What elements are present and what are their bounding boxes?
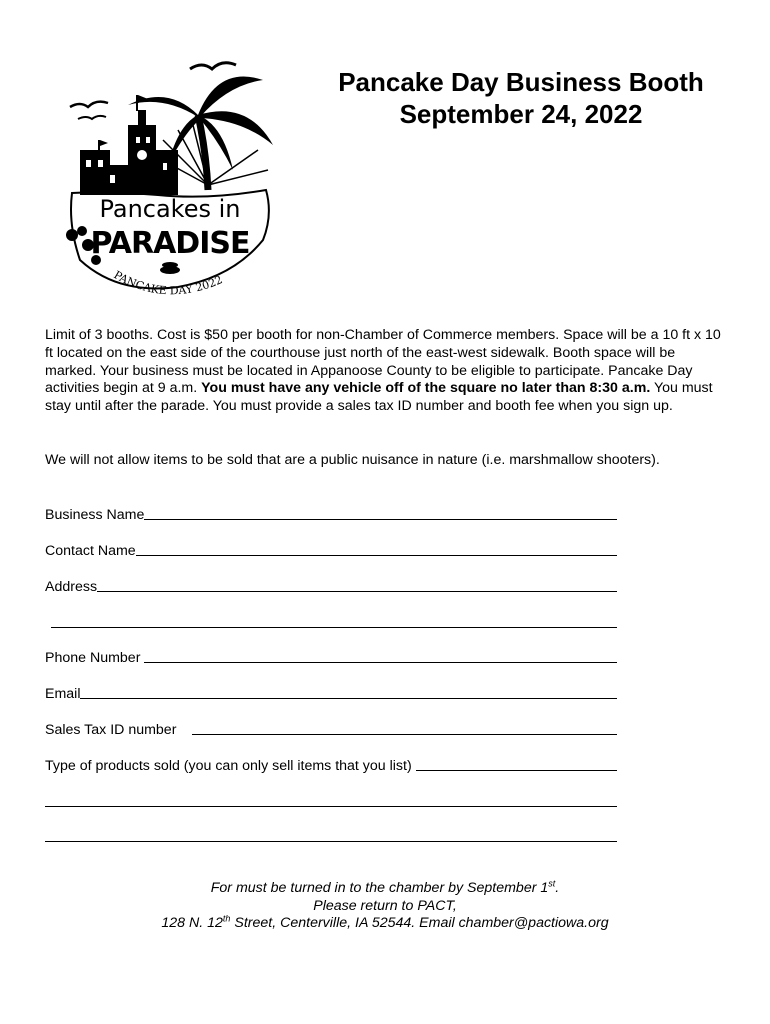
products-label: Type of products sold (you can only sell items that you list) [45, 758, 412, 774]
email-label: Email [45, 686, 81, 702]
sales-tax-line[interactable] [192, 733, 617, 735]
contact-name-field[interactable] [45, 539, 617, 559]
return-instructions [0, 880, 770, 933]
logo-line1: Pancakes in [99, 195, 241, 223]
sales-tax-label: Sales Tax ID number [45, 722, 177, 738]
nuisance-rule: We will not allow items to be sold that are a public nuisance in nature (i.e. marshmallow shooters). [45, 452, 660, 468]
intro-bold: You must have any vehicle off of the square no later than 8:30 a.m. [201, 380, 651, 397]
footer-line-2: Please return to PACT, [313, 897, 457, 914]
footer-line-3-end: Street, Centerville, IA 52544. Email chamber@pactiowa.org [230, 915, 609, 931]
address-line-2[interactable] [51, 627, 617, 628]
email-line[interactable] [80, 697, 617, 699]
products-line-2[interactable] [45, 806, 617, 807]
footer-line-3-sup: th [222, 913, 231, 924]
phone-line[interactable] [144, 661, 617, 663]
sales-tax-field[interactable] [45, 718, 617, 738]
address-line[interactable] [97, 590, 617, 592]
pancakes-in-paradise-logo [58, 55, 278, 310]
title-line-2: September 24, 2022 [399, 99, 643, 129]
footer-line-1-sup: st [548, 878, 556, 889]
intro-part-1: Limit of 3 booths. Cost is $50 per booth for non-Chamber of Commerce members. Space will be a 10 ft x 10 ft located on the east side of the courthouse just north of the east-west sidewalk. Booth space will be marked. Your business must be located in Appanoose County to be eligible to participate. Pancake Day activities begin at 9 a.m. [45, 327, 721, 397]
footer-line-1-text: For must be turned in to the chamber by September 1 [210, 880, 549, 896]
logo-line3: PANCAKE DAY 2022 [111, 268, 225, 298]
address-field[interactable] [45, 575, 617, 595]
phone-field[interactable] [45, 646, 617, 666]
business-name-field[interactable] [45, 503, 617, 523]
phone-label: Phone Number [45, 650, 141, 666]
address-label: Address [45, 579, 98, 595]
contact-name-line[interactable] [136, 554, 617, 556]
intro-paragraph [45, 327, 730, 416]
intro-part-2: You must stay until after the parade. You must provide a sales tax ID number and booth fee when you sign up. [45, 380, 713, 415]
email-field[interactable] [45, 682, 617, 702]
products-field[interactable] [45, 754, 617, 774]
title-line-1: Pancake Day Business Booth [338, 67, 704, 97]
footer-line-3 [0, 915, 770, 933]
page-title [320, 66, 722, 130]
footer-line-3-text: 128 N. 12 [161, 915, 223, 931]
footer-line-1-end: . [555, 880, 560, 896]
footer-line-1 [0, 880, 770, 898]
contact-name-label: Contact Name [45, 543, 136, 559]
products-line[interactable] [416, 769, 617, 771]
business-name-label: Business Name [45, 507, 145, 523]
products-line-3[interactable] [45, 841, 617, 842]
business-name-line[interactable] [144, 518, 617, 520]
logo-line2: PARADISE [90, 226, 250, 261]
